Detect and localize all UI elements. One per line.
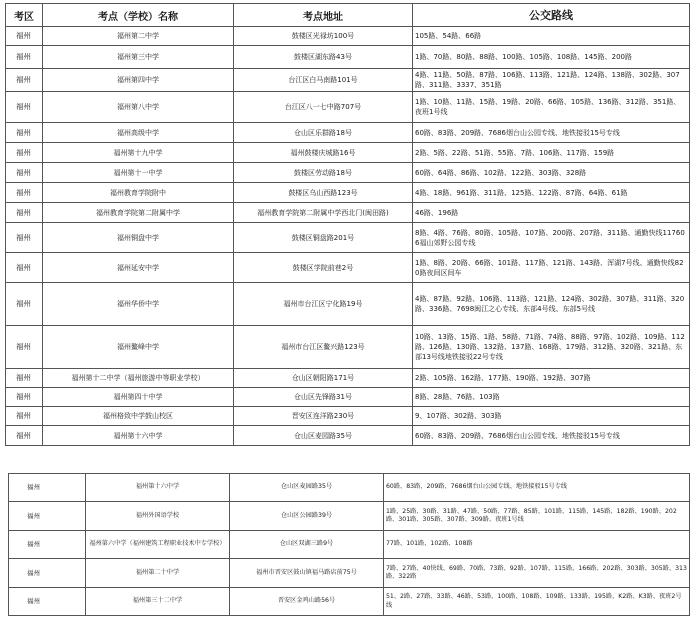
cell-address: 福州市台江区鳌兴路123号 [234,326,413,369]
table-row [9,559,690,588]
table-row [6,326,690,369]
table-row [6,183,690,203]
cell-school: 福州第二中学 [43,27,234,46]
cell-school: 福州第十九中学 [43,143,234,163]
cell-area: 福州 [6,223,43,253]
cell-address: 晋安区金鸡山路56号 [230,588,384,616]
cell-school: 福州格致中学鼓山校区 [43,407,234,426]
table-row [6,143,690,163]
cell-area: 福州 [6,369,43,388]
cell-school: 福州第十一中学 [43,163,234,183]
cell-address: 鼓楼区劳动路18号 [234,163,413,183]
table-row [6,203,690,223]
cell-area: 福州 [6,253,43,283]
cell-routes: 60路、83路、209路、7686烟台山公园专线、地铁接驳15号专线 [384,474,690,502]
table-row [9,531,690,559]
cell-school: 福州第二十中学 [86,559,230,588]
cell-area: 福州 [9,474,86,502]
cell-routes: 1路、70路、80路、88路、100路、105路、108路、145路、200路 [413,46,690,69]
table-header-row [6,4,690,27]
cell-school: 福州鳌峰中学 [43,326,234,369]
cell-area: 福州 [6,426,43,446]
cell-routes: 46路、196路 [413,203,690,223]
cell-routes: 105路、54路、66路 [413,27,690,46]
cell-area: 福州 [9,531,86,559]
cell-school: 福州外国语学校 [86,502,230,531]
cell-address: 福州市台江区宁化路19号 [234,283,413,326]
cell-address: 晋安区连洋路230号 [234,407,413,426]
cell-routes: 60路、83路、209路、7686烟台山公园专线、地铁接驳15号专线 [413,426,690,446]
header-school-name: 考点（学校）名称 [43,4,234,27]
table-row [6,253,690,283]
cell-school: 福州第十六中学 [86,474,230,502]
cell-routes: 7路、27路、40快线、69路、70路、73路、92路、107路、115路、166路、202路、303路、305路、313路、322路 [384,559,690,588]
table-row [6,223,690,253]
cell-address: 台江区八一七中路707号 [234,92,413,123]
cell-school: 福州第三十二中学 [86,588,230,616]
cell-routes: 1路、8路、20路、66路、101路、117路、121路、143路、浑湖7号线、通勤快线820路夜间区间车 [413,253,690,283]
cell-routes: 8路、28路、76路、103路 [413,388,690,407]
cell-area: 福州 [6,407,43,426]
cell-routes: 4路、18路、961路、311路、125路、122路、87路、64路、61路 [413,183,690,203]
table-row [6,92,690,123]
cell-address: 仓山区麦园路35号 [230,474,384,502]
cell-school: 福州第十六中学 [43,426,234,446]
cell-school: 福州第四中学 [43,69,234,92]
cell-area: 福州 [6,326,43,369]
cell-school: 福州延安中学 [43,253,234,283]
table-row [9,588,690,616]
cell-routes: 2路、105路、162路、177路、190路、192路、307路 [413,369,690,388]
cell-school: 福州第八中学 [43,92,234,123]
cell-address: 仓山区双湖三路9号 [230,531,384,559]
cell-address: 仓山区朝阳路171号 [234,369,413,388]
header-bus-routes: 公交路线 [413,4,690,27]
cell-area: 福州 [6,203,43,223]
cell-address: 福州教育学院第二附属中学西北门(闽田路) [234,203,413,223]
cell-area: 福州 [6,183,43,203]
cell-routes: 8路、4路、76路、80路、105路、107路、200路、207路、311路、通勤快线117606福山郊野公园专线 [413,223,690,253]
cell-school: 福州高级中学 [43,123,234,143]
exam-sites-table [5,3,690,446]
cell-school: 福州教育学院附中 [43,183,234,203]
cell-area: 福州 [6,163,43,183]
cell-address: 仓山区乐群路18号 [234,123,413,143]
table-row [9,502,690,531]
header-exam-area: 考区 [6,4,43,27]
cell-routes: 4路、11路、50路、87路、106路、113路、121路、124路、138路、302路、307路、311路、3337、351路 [413,69,690,92]
cell-area: 福州 [9,588,86,616]
table-row [6,163,690,183]
cell-area: 福州 [9,502,86,531]
cell-school: 福州铜盘中学 [43,223,234,253]
cell-area: 福州 [9,559,86,588]
cell-routes: 2路、5路、22路、51路、55路、7路、106路、117路、159路 [413,143,690,163]
cell-school: 福州教育学院第二附属中学 [43,203,234,223]
cell-address: 仓山区麦园路35号 [234,426,413,446]
cell-address: 台江区白马南路101号 [234,69,413,92]
cell-area: 福州 [6,123,43,143]
cell-school: 福州第十二中学（福州旅游中等职业学校） [43,369,234,388]
cell-routes: 60路、64路、86路、102路、122路、303路、328路 [413,163,690,183]
table-row [6,46,690,69]
table-row [6,123,690,143]
cell-area: 福州 [6,283,43,326]
cell-routes: 9、107路、302路、303路 [413,407,690,426]
cell-area: 福州 [6,143,43,163]
cell-address: 福州市晋安区鼓山镇福马路店前75号 [230,559,384,588]
cell-school: 福州第六中学（福州建筑工程职业技术中专学校） [86,531,230,559]
cell-routes: 1路、10路、11路、15路、19路、20路、66路、105路、136路、312路、351路、夜班1号线 [413,92,690,123]
cell-area: 福州 [6,27,43,46]
cell-address: 仓山区先锋路31号 [234,388,413,407]
table-row [6,407,690,426]
cell-routes: 51、2路、27路、33路、46路、53路、100路、108路、109路、133路、195路、K2路、K3路、夜班2号线 [384,588,690,616]
table-row [6,283,690,326]
cell-area: 福州 [6,46,43,69]
table-row [9,474,690,502]
cell-school: 福州华侨中学 [43,283,234,326]
cell-address: 仓山区公园路39号 [230,502,384,531]
cell-area: 福州 [6,388,43,407]
cell-address: 鼓楼区湖东路43号 [234,46,413,69]
cell-routes: 4路、87路、92路、106路、113路、121路、124路、302路、307路、311路、320路、336路、7698闽江之心专线、东部4号线、东部5号线 [413,283,690,326]
cell-address: 鼓楼区学院前巷2号 [234,253,413,283]
exam-sites-table-continued [8,473,690,616]
cell-routes: 10路、13路、15路、1路、58路、71路、74路、88路、97路、102路、109路、112路、126路、130路、132路、137路、168路、179路、312路、320路、321路、东部13号线地铁接驳22号专线 [413,326,690,369]
cell-address: 鼓楼区光禄坊100号 [234,27,413,46]
table-row [6,69,690,92]
cell-area: 福州 [6,69,43,92]
cell-school: 福州第四十中学 [43,388,234,407]
cell-address: 福州鼓楼庆城路16号 [234,143,413,163]
cell-school: 福州第三中学 [43,46,234,69]
cell-routes: 60路、83路、209路、7686烟台山公园专线、地铁接驳15号专线 [413,123,690,143]
cell-routes: 77路、101路、102路、108路 [384,531,690,559]
table-row [6,426,690,446]
table-row [6,27,690,46]
cell-area: 福州 [6,92,43,123]
cell-address: 鼓楼区乌山西路123号 [234,183,413,203]
cell-address: 鼓楼区铜盘路201号 [234,223,413,253]
cell-routes: 1路、25路、30路、31路、47路、50路、77路、85路、101路、115路、145路、182路、190路、202路、301路、305路、307路、309路、夜班1号线 [384,502,690,531]
table-row [6,388,690,407]
header-address: 考点地址 [234,4,413,27]
table-row [6,369,690,388]
